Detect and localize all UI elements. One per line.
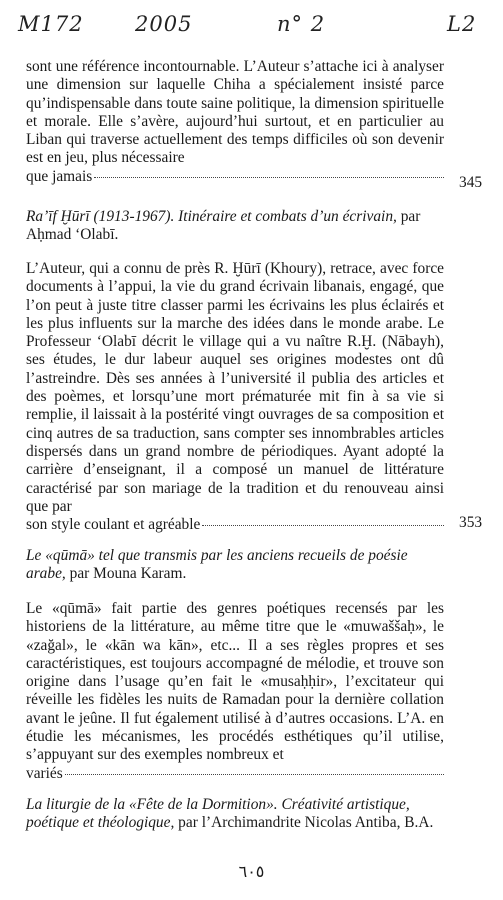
entry-abstract (26, 260, 444, 534)
entry-title: Le «qūmā» tel que transmis par les anciens recueils de poésie arabe, (26, 547, 408, 583)
entry-author-prefix: par (178, 814, 198, 832)
entry-heading (26, 796, 444, 833)
abstract-text: Le «qūmā» fait partie des genres poétiques recensés par les historiens de la littérature, au même titre que le «muwaššaḥ», le «zağal», le «kān wa kān», etc... Il a ses règles propres et ses caractéristiques, est toujours accompagné de mélodie, et trouve son origine dans l’usage qu’en fait le «musaḥḥir», l’excitateur qui réveille les fidèles les nuits de Ramadan pour la dernière collation avant le jeûne. Il fut également utilisé à d’autres occasions. L’A. en étudie les mécanismes, les procédés esthétiques qu’il utilise, s’appuyant sur des exemples nombreux et (26, 600, 444, 764)
entry-author: Mouna Karam. (93, 565, 187, 583)
entry-author-prefix: par (400, 208, 421, 225)
abstract-last-text: variés (26, 764, 63, 782)
entry-abstract (26, 600, 444, 783)
abstract-last-text: son style coulant et agréable (26, 516, 201, 534)
abstract-text: sont une référence incontournable. L’Auteur s’attache ici à analyser une dimension sur laquelle Chiha a spécialement insisté parce qu’indispensable dans toute saine politique, la dimension spirituelle et morale. Elle s’avère, aujourd’hui surtout, et en particulier au Liban qui traverse actuellement des temps difficiles où son devenir est en jeu, plus nécessaire (26, 58, 444, 167)
entry-title: Ra’īf Ḫūrī (1913-1967). Itinéraire et combats d’un écrivain, (26, 208, 397, 225)
handwritten-ref: L2 (447, 12, 477, 36)
entry-page-number: 353 (459, 514, 483, 531)
entry-author: Aḥmad ‘Olabī. (26, 226, 119, 244)
entry-title: La liturgie de la «Fête de la Dormition». Créativité artistique, poétique et théologique, (26, 796, 410, 832)
entry-heading (26, 208, 444, 245)
dot-leader (94, 177, 444, 178)
entry-heading (26, 547, 444, 584)
entry-author: l’Archimandrite Nicolas Antiba, B.A. (201, 814, 434, 832)
entry-author-prefix: par (69, 565, 90, 583)
handwritten-code: M172 (18, 12, 84, 36)
handwritten-year: 2005 (135, 12, 193, 36)
abstract-last-line (26, 516, 444, 534)
abstract-last-text: que jamais (26, 167, 93, 185)
handwritten-number: n° 2 (277, 12, 326, 36)
dot-leader (202, 525, 444, 526)
abstract-text: L’Auteur, qui a connu de près R. Ḫūrī (Khoury), retrace, avec force documents à l’appui, la vie du grand écrivain libanais, engagé, que l’on peut à juste titre classer parmi les écrivains les plus éclairés et les plus influents sur la marche des idées dans le monde arabe. Le Professeur ‘Olabī décrit le village qui a vu naître R.Ḫ. (Nābayh), ses études, le dur labeur auquel ses origines modestes ont dû l’astreindre. Dès ses années à l’université il publia des articles et des poèmes, et lorsqu’une mort prématurée mit fin à sa vie si remplie, il laissait à la postérité vingt ouvrages de sa composition et cinq autres de sa traduction, sans compter ses innombrables articles dispersés dans un grand nombre de périodiques. Ayant adopté la carrière d’enseignant, il a composé un manuel de littérature caractérisé par son mariage de la tradition et du renouveau ainsi que par (26, 260, 444, 515)
entry-page-number: 345 (459, 174, 483, 191)
footer-page-number: ٦٠٥ (238, 862, 265, 881)
abstract-last-line (26, 168, 444, 186)
abstract-last-line (26, 765, 444, 783)
dot-leader (65, 774, 444, 775)
entry-abstract (26, 58, 444, 186)
